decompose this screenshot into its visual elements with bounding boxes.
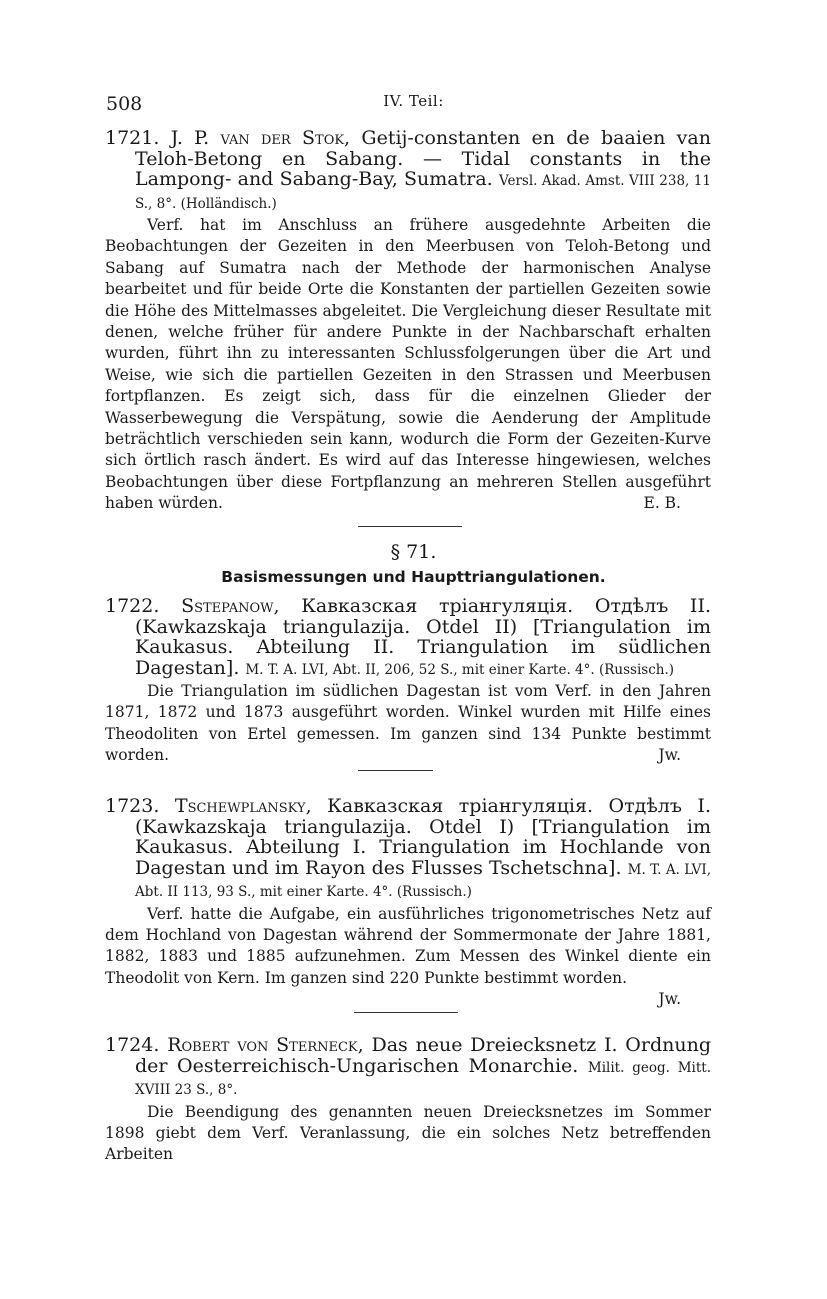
separator-rule [358, 770, 433, 771]
entry-source: M. T. A. LVI, Abt. II, 206, 52 S., mit einer Karte. 4°. (Russisch.) [245, 661, 675, 678]
bibliography-1722 [105, 596, 711, 680]
entry-source: M. T. A. LVI, Abt. II 113, 93 S., mit einer Karte. 4°. (Russisch.) [135, 861, 712, 900]
entry-source: Versl. Akad. Amst. VIII 238, 11 S., 8°. (Holländisch.) [135, 173, 711, 212]
entry-title: Das neue Dreiecksnetz I. Ordnung der Oesterreichisch-Ungarischen Monarchie. [135, 1034, 711, 1077]
entry-source: Milit. geog. Mitt. XVIII 23 S., 8°. [135, 1059, 711, 1098]
entry-title: Кавказская тріангуляція. Отдѣлъ II. (Kawkazskaja triangulazija. Otdel II) [Triangulation im Kaukasus. Abteilung II. Triangulation im südlichen Dagestan]. [135, 595, 711, 679]
entry-number: 1721. [105, 127, 160, 149]
separator-rule [354, 1012, 458, 1013]
entry-abstract [105, 681, 711, 767]
entry-title: Getij-constanten en de baaien van Teloh-Betong en Sabang. — Tidal constants in the Lampong- and Sabang-Bay, Sumatra. [135, 127, 711, 190]
entry-title: Кавказская тріангуляція. Отдѣлъ I. (Kawkazskaja triangulazija. Otdel I) [Triangulation im Kaukasus. Abteilung I. Triangulation im Hochlande von Dagestan und im Rayon des Flusses Tschetschna]. [135, 795, 711, 879]
entry-number: 1723. [105, 795, 160, 817]
entry-abstract [105, 1102, 711, 1166]
bibliography-1721 [105, 128, 711, 214]
bibliography-1723 [105, 796, 711, 903]
entry-1723 [105, 796, 711, 1011]
entry-signature: E. B. [643, 494, 681, 513]
entry-signature: Jw. [658, 990, 681, 1009]
separator-rule [358, 526, 462, 527]
bibliography-1724 [105, 1035, 711, 1101]
entry-abstract [105, 215, 711, 515]
entry-1724 [105, 1035, 711, 1166]
abstract-text: Verf. hatte die Aufgabe, ein ausführliches trigonometrisches Netz auf dem Hochland von Dagestan während der Sommermonate der Jahre 1881, 1882, 1883 und 1885 aufzunehmen. Zum Messen des Winkel diente ein Theodolit von Kern. Im ganzen sind 220 Punkte bestimmt worden. [105, 904, 711, 987]
section-number: § 71. [390, 541, 437, 563]
entry-1721 [105, 128, 711, 515]
page-number: 508 [106, 93, 143, 115]
section-title: Basismessungen und Haupttriangulationen. [221, 568, 606, 586]
entry-abstract [105, 904, 711, 1009]
entry-author: J. P. van der Stok, [170, 127, 351, 149]
running-title: IV. Teil: [383, 92, 444, 110]
entry-author: Robert von Sterneck, [167, 1034, 364, 1056]
entry-author: Sstepanow, [181, 595, 280, 617]
entry-number: 1724. [105, 1034, 160, 1056]
entry-number: 1722. [105, 595, 160, 617]
abstract-text: Die Beendigung des genannten neuen Dreiecksnetzes im Sommer 1898 giebt dem Verf. Veranlassung, die ein solches Netz betreffenden Arbeiten [105, 1102, 711, 1164]
abstract-text: Verf. hat im Anschluss an frühere ausgedehnte Arbeiten die Beobachtungen der Gezeiten in den Meerbusen von Teloh-Betong und Sabang auf Sumatra nach der Methode der harmonischen Analyse bearbeitet und für beide Orte die Konstanten der partiellen Gezeiten sowie die Höhe des Mittelmasses abgeleitet. Die Vergleichung dieser Resultate mit denen, welche früher für andere Punkte in der Nachbarschaft erhalten wurden, führt ihn zu interessanten Schlussfolgerungen über die Art und Weise, wie sich die partiellen Gezeiten in den Strassen und Meerbusen fortpflanzen. Es zeigt sich, dass für die einzelnen Glieder der Wasserbewegung die Verspätung, sowie die Aenderung der Amplitude beträchtlich verschieden sein kann, wodurch die Form der Gezeiten-Kurve sich örtlich rasch ändert. Es wird auf das Interesse hingewiesen, welches Beobachtungen über diese Fortpflanzung an mehreren Stellen ausgeführt haben würden. [105, 216, 711, 513]
entry-signature: Jw. [658, 746, 681, 765]
entry-author: Tschewplansky, [174, 795, 312, 817]
abstract-text: Die Triangulation im südlichen Dagestan ist vom Verf. in den Jahren 1871, 1872 und 1873 ausgeführt worden. Winkel wurden mit Hilfe eines Theodoliten von Ertel gemessen. Im ganzen sind 134 Punkte bestimmt worden. [105, 682, 711, 765]
entry-1722 [105, 596, 711, 767]
